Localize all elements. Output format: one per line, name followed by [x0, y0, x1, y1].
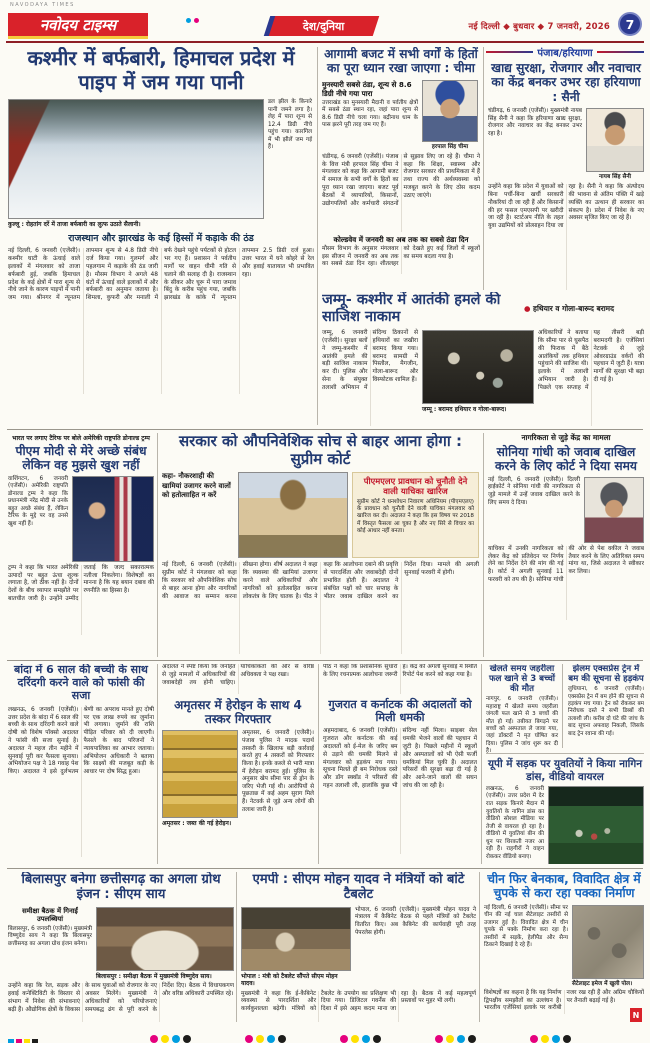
sonia-photo-wrap	[584, 477, 644, 543]
saini-photo-caption: नायब सिंह सैनी	[599, 174, 631, 181]
saini-headline: खाद्य सुरक्षा, रोजगार और नवाचार का केंद्र बनकर उभर रहा हरियाणा : सैनी	[491, 61, 641, 104]
article-gujarat-threat	[323, 664, 477, 864]
article-banda-verdict	[8, 664, 154, 864]
weather-jump-block	[322, 80, 418, 151]
article-bilaspur-growth	[8, 872, 234, 1022]
sonia-headline: सोनिया गांधी को जवाब दाखिल करने के लिए कोर्ट ने दिया समय	[495, 445, 637, 474]
cheema-body: चंडीगढ़, 6 जनवरी (एजेंसी)। पंजाब के वित्त मंत्री हरपाल सिंह चीमा ने मंगलवार को कहा कि आगामी बजट में समाज के सभी वर्गों के हितों का पूरा ध्यान रखा जाएगा। बजट पूर्व बैठकों में व्यापारियों, किसानों, उद्योगपतियों और कर्मचारी संगठनों से सुझाव लिए जा रहे हैं। चीमा ने कहा कि शिक्षा, स्वास्थ्य और रोजगार सरकार की प्राथमिकता में हैं तथा राज्य की अर्थव्यवस्था को मजबूत करने के लिए ठोस कदम उठाए जाएंगे।	[322, 153, 480, 207]
jammu-photo-wrap	[422, 330, 534, 426]
bilaspur-photo-wrap	[96, 907, 234, 981]
kashmir-snow-photo	[8, 99, 264, 219]
article-supreme-court	[162, 433, 479, 657]
saini-photo-wrap	[586, 108, 644, 181]
cheema-photo-caption: हरपाल सिंह चीमा	[431, 143, 469, 150]
cheema-headline: आगामी बजट में सभी वर्गों के हितों का पूरा ध्यान रखा जाएगा : चीमा	[324, 47, 478, 76]
section-tab-label: देश/दुनिया	[303, 19, 345, 33]
mp-photo-wrap	[241, 907, 351, 988]
registration-marks-bottom-3	[340, 1028, 384, 1043]
amritsar-photo-wrap	[162, 730, 238, 842]
jammu-kicker	[524, 304, 644, 314]
region-banner	[486, 45, 644, 58]
china-body: विशेषज्ञों का कहना है कि यह निर्माण द्विपक्षीय समझौतों का उल्लंघन है। भारतीय एजेंसियां इलाके पर करीबी नजर रख रही हैं और अग्रिम चौकियों पर तैनाती बढ़ाई गई है।	[484, 989, 644, 1012]
sonia-portrait-photo	[584, 477, 644, 543]
saini-body-lead: चंडीगढ़, 6 जनवरी (एजेंसी)। मुख्यमंत्री नायब सिंह सैनी ने कहा कि हरियाणा खाद्य सुरक्षा, रोजगार और नवाचार का केंद्र बनकर उभर रहा है।	[488, 108, 582, 138]
weather-jump-body: उत्तराखंड का मुनस्यारी मैदानी व पर्वतीय क्षेत्रों में सबसे ठंडा स्थान रहा, जहां पारा शून्य से 8.6 डिग्री नीचे चला गया। बद्रीनाथ धाम के पास झरने पूरी तरह जम गए हैं।	[322, 99, 418, 129]
weather-jump-head-2: कोल्डवेव में जनवरी का अब तक का सबसे ठंडा दिन	[333, 234, 469, 244]
edition-date-line: नई दिल्ली ◆ बुधवार ◆ 7 जनवरी, 2026	[468, 22, 610, 32]
bilaspur-photo-caption: बिलासपुर : समीक्षा बैठक में मुख्यमंत्री विष्णुदेव साय।	[96, 972, 212, 980]
jammu-headline: जम्मू- कश्मीर में आतंकी हमले की साजिश नाकाम	[322, 292, 501, 326]
registration-squares-bottom-left	[8, 1030, 40, 1043]
kashmir-photo-wrap	[8, 99, 264, 229]
article-nagin-dance	[486, 753, 644, 864]
china-photo-wrap	[572, 905, 644, 988]
paper-mini-logo: N	[630, 1008, 642, 1022]
supreme-headline: सरकार को औपनिवेशिक सोच से बाहर आना होगा : सुप्रीम कोर्ट	[179, 433, 462, 468]
sonia-body-lead: नई दिल्ली, 6 जनवरी (एजेंसी)। दिल्ली हाईकोर्ट ने सोनिया गांधी की नागरिकता से जुड़े मामले में उन्हें जवाब दाखिल करने के लिए समय दे दिया।	[488, 476, 580, 506]
trump-body-lead: वाशिंगटन, 6 जनवरी (एजेंसी)। अमेरिकी राष्ट्रपति डोनाल्ड ट्रम्प ने कहा कि प्रधानमंत्री नरेंद्र मोदी से उनके बहुत अच्छे संबंध हैं, लेकिन टैरिफ के मुद्दे पर वह उनसे खुश नहीं हैं।	[8, 475, 68, 527]
paper-logo: नवोदय टाइम्स	[8, 13, 148, 39]
bilaspur-body-lead: बिलासपुर, 6 जनवरी (एजेंसी)। मुख्यमंत्री विष्णुदेव साय ने कहा कि बिलासपुर छत्तीसगढ़ का अगला ग्रोथ इंजन बनेगा।	[8, 925, 92, 947]
nagin-dance-photo	[548, 786, 644, 864]
column-divider	[479, 872, 480, 1022]
article-cheema-budget	[322, 47, 480, 290]
mp-body-lead: भोपाल, 6 जनवरी (एजेंसी)। मुख्यमंत्री मोहन यादव ने मंत्रालय में कैबिनेट बैठक से पहले मंत्रियों को टैबलेट वितरित किए। अब कैबिनेट की कार्यवाही पूरी तरह पेपरलेस होगी।	[355, 906, 476, 936]
cheema-photo-wrap	[422, 80, 478, 151]
section-rule	[7, 660, 643, 661]
train-body: लुधियाना, 6 जनवरी (एजेंसी)। एक्सप्रेस ट्रेन में बम होने की सूचना से हड़कंप मच गया। ट्रेन को रोककर बम निरोधक दस्ते ने सभी डिब्बों की तलाशी ली। करीब दो घंटे की जांच के बाद सूचना अफवाह निकली, जिसके बाद ट्रेन रवाना की गई।	[568, 686, 644, 737]
bilaspur-meeting-photo	[96, 907, 234, 971]
trump-photo-wrap	[72, 476, 154, 562]
china-satellite-photo	[572, 905, 644, 979]
mp-tablet-photo	[241, 907, 351, 971]
registration-marks-bottom-5	[530, 1028, 574, 1043]
lower-right-column	[486, 664, 644, 864]
mp-body: मुख्यमंत्री ने कहा कि ई-कैबिनेट व्यवस्था से पारदर्शिता और कार्यकुशलता बढ़ेगी। मंत्रियों को टैबलेट के उपयोग का प्रशिक्षण भी दिया गया। डिजिटल गवर्नेंस की दिशा में इसे अहम कदम माना जा रहा है। बैठक में कई महत्वपूर्ण प्रस्तावों पर मुहर भी लगी।	[241, 990, 476, 1013]
banda-body: लखनऊ, 6 जनवरी (एजेंसी)। उत्तर प्रदेश के बांदा में 6 साल की बच्ची के साथ दरिंदगी करने वाले दोषी को विशेष पॉक्सो अदालत ने फांसी की सजा सुनाई है। अदालत ने महज तीन महीने में सुनवाई पूरी कर फैसला सुनाया। अभियोजन पक्ष ने 18 गवाह पेश किए। अदालत ने इसे दुर्लभतम श्रेणी का अपराध मानते हुए दोषी पर एक लाख रुपये का जुर्माना भी लगाया। जुर्माने की राशि पीड़ित परिवार को दी जाएगी। फैसले के बाद परिजनों ने न्यायपालिका का आभार जताया। अभियोजन अधिकारी ने बताया कि साक्ष्यों की मजबूत कड़ी के आधार पर दोष सिद्ध हुआ।	[8, 706, 154, 776]
amritsar-headline: अमृतसर में हेरोइन के साथ 4 तस्कर गिरफ्तार	[174, 698, 302, 727]
jammu-weapons-photo	[422, 330, 534, 404]
weather-jump-body-2: मौसम विभाग के अनुसार मंगलवार इस सीजन में जनवरी का अब तक का सबसे ठंडा दिन रहा। शीतलहर को देखते हुए कई जिलों में स्कूलों का समय बदला गया है।	[322, 245, 480, 268]
trump-podium-photo	[72, 476, 154, 562]
column-divider	[236, 872, 237, 1022]
region-banner-label: पंजाब/हरियाणा	[537, 47, 593, 59]
saini-body: उन्होंने कहा कि प्रदेश में युवाओं को बिना पर्ची-बिना खर्ची सरकारी नौकरियां दी जा रही हैं और किसानों की हर फसल एमएसपी पर खरीदी जा रही है। स्टार्टअप नीति के तहत युवा उद्यमियों को प्रोत्साहन दिया जा रहा है। सैनी ने कहा कि अंत्योदय की भावना से अंतिम पंक्ति में खड़े व्यक्ति का उत्थान ही सरकार का संकल्प है। प्रदेश में निवेश के नए अवसर सृजित किए जा रहे हैं।	[488, 184, 644, 230]
trump-body: ट्रम्प ने कहा कि भारत अमेरिकी उत्पादों पर बहुत ऊंचा शुल्क लगाता है, जो ठीक नहीं है। दोनों देशों के बीच व्यापार समझौते पर बातचीत जारी है। उन्होंने उम्मीद जताई कि जल्द सकारात्मक नतीजा निकलेगा। विशेषज्ञों का मानना है कि यह बयान दबाव की रणनीति का हिस्सा है।	[8, 564, 154, 602]
article-amritsar-heroin	[162, 664, 314, 864]
column-divider	[157, 433, 158, 657]
china-body-lead: नई दिल्ली, 6 जनवरी (एजेंसी)। सीमा पर चीन की नई चाल सैटेलाइट तस्वीरों से उजागर हुई है। विवादित क्षेत्र में चीन चुपके से पक्के निर्माण करा रहा है। तस्वीरों में सड़कें, हेलीपैड और सैन्य ठिकाने दिखाई दे रहे हैं।	[484, 904, 568, 949]
pmla-headline: पीएमएलए प्रावधान को चुनौती देने वाली याचिका खारिज	[363, 476, 468, 497]
gujarat-body: अहमदाबाद, 6 जनवरी (एजेंसी)। गुजरात और कर्नाटक की कई अदालतों को ई-मेल के जरिए बम से उड़ाने की धमकी मिलने से मंगलवार को हड़कंप मच गया। सूचना मिलते ही बम निरोधक दस्ते और डॉग स्क्वॉड ने परिसरों की गहन तलाशी ली, हालांकि कुछ भी संदिग्ध नहीं मिला। साइबर सेल धमकी भेजने वालों की पहचान में जुटी है। पिछले महीनों में स्कूलों और अस्पतालों को भी ऐसी फर्जी धमकियां मिल चुकी हैं। अदालत परिसरों की सुरक्षा बढ़ा दी गई है और आने-जाने वालों की सघन जांच की जा रही है।	[323, 728, 477, 789]
bilaspur-crosshead: समीक्षा बैठक में गिनाईं उपलब्धियां	[22, 906, 78, 924]
kashmir-photo-caption: कुल्लू : रोहतांग दर्रे में ताजा बर्फबारी का लुत्फ उठाते सैलानी।	[8, 221, 141, 229]
bilaspur-left-column	[8, 907, 92, 981]
registration-marks-bottom-4	[435, 1028, 479, 1043]
article-pmla-box	[352, 472, 479, 558]
column-divider	[317, 47, 318, 425]
nagin-body: लखनऊ, 6 जनवरी (एजेंसी)। उत्तर प्रदेश में देर रात सड़क किनारे मैदान में युवतियों के नागिन डांस का वीडियो सोशल मीडिया पर तेजी से वायरल हो रहा है। वीडियो में युवतियां बीन की धुन पर थिरकती नजर आ रही हैं। राहगीरों ने वाहन रोककर वीडियो बनाए।	[486, 785, 544, 860]
jammu-body-left: जम्मू, 6 जनवरी (एजेंसी)। सुरक्षा बलों ने जम्मू-कश्मीर में आतंकी हमले की बड़ी साजिश नाकाम कर दी। पुलिस और सेना के संयुक्त तलाशी अभियान में संदिग्ध ठिकानों से हथियारों का जखीरा बरामद किया गया। बरामद सामग्री में पिस्तौल, मैगजीन, गोला-बारूद और विस्फोटक शामिल हैं।	[322, 330, 418, 391]
bilaspur-headline: बिलासपुर बनेगा छत्तीसगढ़ का अगला ग्रोथ इंजन : सीएम साय	[21, 872, 221, 903]
kashmir-side-column: डल झील के किनारे पानी जमने लगा है। लेह में पारा शून्य से 12.4 डिग्री नीचे पहुंच गया। कारगिल में भी झीलें जम गई हैं।	[268, 99, 312, 151]
section-rule	[7, 429, 643, 430]
article-mp-tablets	[241, 872, 476, 1022]
mp-headline: एमपी : सीएम मोहन यादव ने मंत्रियों को बांटे टैबलेट	[252, 872, 465, 903]
train-headline: झेलम एक्सप्रेस ट्रेन में बम की सूचना से हड़कंप	[568, 664, 644, 685]
section-rule	[7, 868, 643, 869]
page-number-badge: 7	[618, 12, 642, 36]
nagin-headline: यूपी में सड़क पर युवतियों ने किया नागिन डांस, वीडियो वायरल	[488, 758, 642, 783]
pmla-body: सुप्रीम कोर्ट ने धनशोधन निवारण अधिनियम (पीएमएलए) के प्रावधान को चुनौती देने वाली याचिका मंगलवार को खारिज कर दी। अदालत ने कहा कि इस विषय पर 2018 में विस्तृत फैसला आ चुका है और नए सिरे से विचार का कोई आधार नहीं बनता।	[357, 498, 474, 535]
gujarat-headline: गुजरात व कर्नाटक की अदालतों को मिली धमकी	[328, 698, 472, 725]
sonia-body: याचिका में उनकी नागरिकता को लेकर केंद्र को प्रतिवेदन पर निर्णय लेने का निर्देश देने की मांग की गई है। कोर्ट ने अगली सुनवाई 11 फरवरी को तय की है। सोनिया गांधी की ओर से पेश वकील ने जवाब तैयार करने के लिए अतिरिक्त समय मांगा था, जिसे अदालत ने स्वीकार कर लिया।	[488, 545, 644, 583]
kashmir-body: नई दिल्ली, 6 जनवरी (एजेंसी)। कश्मीर घाटी के ऊंचाई वाले इलाकों में मंगलवार को ताजा बर्फबारी हुई, जबकि हिमाचल प्रदेश के कई क्षेत्रों में पारा शून्य से नीचे जाने के कारण पाइपों में पानी जम गया। श्रीनगर में न्यूनतम तापमान शून्य से 4.8 डिग्री नीचे दर्ज किया गया। गुलमर्ग और पहलगाम में कड़ाके की ठंड जारी है। मौसम विभाग ने अगले 48 घंटों में ऊंचाई वाले इलाकों में और बर्फबारी का अनुमान जताया है। शिमला, कुफरी और मनाली में बर्फ देखने पहुंचे पर्यटकों से होटल भर गए हैं। प्रशासन ने पर्वतीय मार्गों पर वाहन धीमी गति से चलाने की सलाह दी है। राजस्थान के सीकर और चूरू में पारा जमाव बिंदु के करीब पहुंच गया, जबकि झारखंड के कांके में न्यूनतम तापमान 2.5 डिग्री दर्ज हुआ। उत्तर भारत में घने कोहरे से रेल और हवाई यातायात भी प्रभावित रहा।	[8, 248, 314, 302]
article-kashmir-weather	[8, 47, 314, 427]
mp-photo-caption: भोपाल : मंत्री को टैबलेट सौंपते सीएम मोहन यादव।	[241, 972, 338, 988]
supreme-kicker: कहा- नौकरशाही की खामियां उजागर करने वालों को हतोत्साहित न करें	[162, 472, 231, 500]
amritsar-heroin-photo	[162, 730, 238, 818]
saini-portrait-photo	[586, 108, 644, 172]
amritsar-photo-caption: अमृतसर : जब्त की गई हेरोइन।	[162, 820, 232, 828]
top-edge-label: NAVODAYA TIMES	[10, 2, 75, 8]
column-divider	[483, 47, 484, 290]
column-divider	[481, 664, 482, 864]
banda-headline: बांदा में 6 साल की बच्ची के साथ दरिंदगी करने वाले को फांसी की सजा	[14, 664, 148, 702]
supreme-continuation-2: पीठ ने कहा कि प्रशासनिक सुधारों के लिए रचनात्मक आलोचना जरूरी है। केंद्र को अगली सुनवाई में स्थिति रिपोर्ट पेश करने को कहा गया है।	[323, 664, 477, 678]
jammu-body-right: अधिकारियों ने बताया कि सीमा पार से घुसपैठ की फिराक में बैठे आतंकियों तक हथियार पहुंचाने की साजिश थी। इलाके में तलाशी अभियान जारी है। पिछले एक सप्ताह में यह तीसरी बड़ी बरामदगी है। एजेंसियां नेटवर्क से जुड़े ओवरग्राउंड वर्करों की पहचान में जुटी हैं। यात्रा मार्गों की सुरक्षा भी बढ़ा दी गई है।	[538, 330, 644, 391]
article-poison-fruit	[486, 664, 562, 755]
registration-marks-bottom-2	[245, 1028, 289, 1043]
article-sonia-citizenship	[488, 433, 644, 657]
registration-marks-bottom-1	[150, 1028, 194, 1043]
masthead-rule	[6, 41, 644, 43]
sonia-kicker: नागरिकता से जुड़े केंद्र का मामला	[521, 433, 611, 442]
article-train-bomb-scare	[562, 664, 644, 748]
supreme-body: नई दिल्ली, 6 जनवरी (एजेंसी)। सुप्रीम कोर्ट ने मंगलवार को कहा कि सरकार को औपनिवेशिक सोच से बाहर आना होगा और नागरिकों की आवाज का सम्मान करना सीखना होगा। शीर्ष अदालत ने कहा कि व्यवस्था की खामियां उजागर करने वाले अधिकारियों और नागरिकों को हतोत्साहित करना लोकतंत्र के लिए घातक है। पीठ ने कहा कि आलोचना दबाने की प्रवृत्ति से पारदर्शिता और जवाबदेही दोनों प्रभावित होती हैं। अदालत ने संबंधित पक्षों को चार सप्ताह के भीतर जवाब दाखिल करने का निर्देश दिया। मामले की अगली सुनवाई फरवरी में होगी।	[162, 562, 479, 600]
trump-headline: पीएम मोदी से मेरे अच्छे संबंध लेकिन वह मुझसे खुश नहीं	[15, 444, 147, 473]
article-jammu-terror	[322, 292, 644, 426]
column-divider	[318, 664, 319, 864]
supreme-court-building-photo	[238, 472, 348, 558]
article-saini-haryana	[488, 61, 644, 290]
registration-marks-top-mid	[186, 8, 202, 27]
kashmir-subhead: राजस्थान और झारखंड के कई हिस्सों में कड़ाके की ठंड	[68, 232, 254, 244]
jammu-photo-caption: जम्मू : बरामद हथियार व गोला-बारूद।	[422, 406, 507, 414]
bullet-icon: ●	[524, 304, 531, 314]
article-china-construction	[484, 872, 644, 1022]
column-divider	[483, 433, 484, 657]
nagin-photo-wrap	[548, 786, 644, 864]
article-trump-tariff	[8, 433, 154, 657]
jammu-kicker-label: हथियार व गोला-बारूद बरामद	[533, 304, 615, 314]
cheema-portrait-photo	[422, 80, 478, 142]
weather-jump-head: मुनस्यारी सबसे ठंडा, शून्य से 8.6 डिग्री नीचे गया पारा	[322, 79, 412, 98]
poison-headline: खेलते समय जहरीला फल खाने से 3 बच्चों की मौत	[488, 664, 556, 695]
supreme-continuation-1: अदालत ने स्पष्ट किया कि जनहित से जुड़े मामलों में अधिकारियों की जवाबदेही तय होनी चाहिए। याचिकाकर्ता की ओर से वरिष्ठ अधिवक्ता ने पक्ष रखा।	[162, 664, 314, 686]
bilaspur-body: उन्होंने कहा कि रेल, सड़क और हवाई कनेक्टिविटी के विस्तार से संभाग में निवेश की संभावनाएं बढ़ी हैं। औद्योगिक क्षेत्रों के विकास के साथ युवाओं को रोजगार के नए अवसर मिलेंगे। मुख्यमंत्री ने अधिकारियों को परियोजनाएं समयबद्ध ढंग से पूरी करने के निर्देश दिए। बैठक में विधायकगण और वरिष्ठ अधिकारी उपस्थित रहे।	[8, 983, 234, 1013]
column-divider	[157, 664, 158, 864]
poison-body: नागपुर, 6 जनवरी (एजेंसी)। महाराष्ट्र में खेलते समय जहरीला जंगली फल खाने से 3 बच्चों की मौत हो गई। तबीयत बिगड़ने पर बच्चों को अस्पताल ले जाया गया, जहां डॉक्टरों ने मृत घोषित कर दिया। पुलिस ने जांच शुरू कर दी है।	[486, 696, 558, 755]
kashmir-headline: कश्मीर में बर्फबारी, हिमाचल प्रदेश में पाइप में जम गया पानी	[27, 47, 295, 94]
section-tab	[269, 16, 379, 36]
amritsar-body: अमृतसर, 6 जनवरी (एजेंसी)। पंजाब पुलिस ने मादक पदार्थ तस्करी के खिलाफ बड़ी कार्रवाई करते हुए 4 तस्करों को गिरफ्तार किया है। इनके कब्जे से भारी मात्रा में हेरोइन बरामद हुई। पुलिस के अनुसार खेप सीमा पार से ड्रोन के जरिए भेजी गई थी। आरोपियों से पूछताछ में कई अहम सुराग मिले हैं। नेटवर्क से जुड़े अन्य लोगों की तलाश जारी है।	[242, 730, 314, 813]
trump-kicker: भारत पर लगाए टैरिफ पर बोले अमेरिकी राष्ट्रपति डोनाल्ड ट्रम्प	[12, 435, 150, 442]
supreme-photo-wrap	[238, 472, 348, 558]
china-photo-caption: सैटेलाइट इमेज में खुली पोल।	[572, 980, 633, 987]
china-headline: चीन फिर बेनकाब, विवादित क्षेत्र में चुपके से करा रहा पक्का निर्माण	[487, 872, 641, 901]
